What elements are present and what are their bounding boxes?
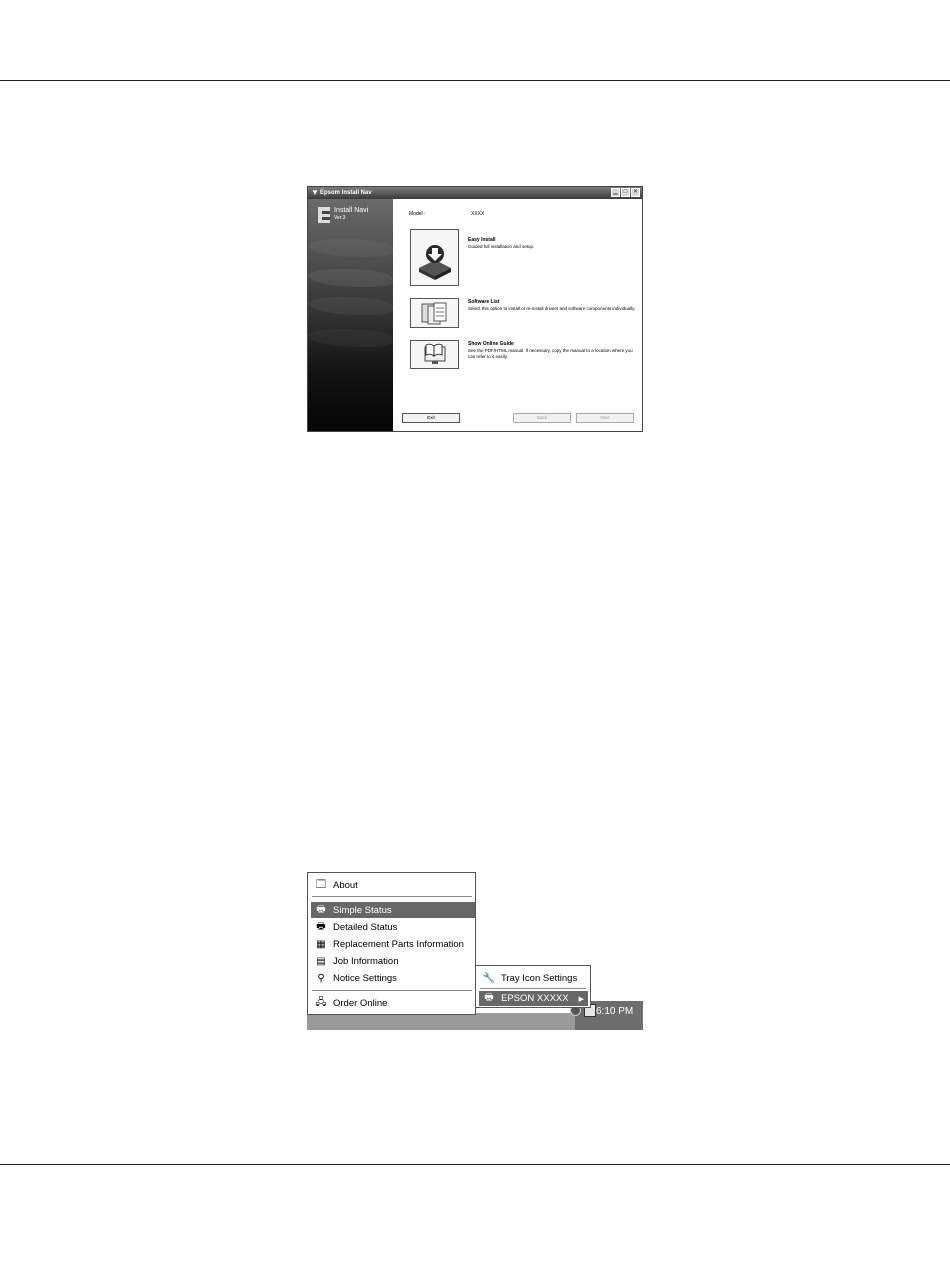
app-name: Install Navi	[334, 207, 369, 214]
menu-separator	[312, 990, 472, 991]
order-online-icon: 🖧	[315, 996, 327, 1008]
easy-install-button[interactable]	[410, 229, 459, 286]
menu-separator	[312, 896, 472, 897]
printer-icon: 🖶	[484, 992, 494, 1003]
menu-separator	[480, 988, 586, 989]
bottom-rule	[0, 1164, 950, 1165]
notice-settings-icon: ⚲	[317, 972, 325, 984]
download-drive-icon	[411, 230, 458, 285]
tray-clock: 6:10 PM	[596, 1006, 634, 1017]
back-button[interactable]: Back	[513, 413, 571, 423]
tray-menu-screenshot	[307, 872, 643, 1030]
epson-logo-icon	[318, 207, 330, 223]
about-icon: 🗔	[315, 878, 327, 890]
menu-item-job-information[interactable]	[311, 953, 475, 969]
wrench-icon: 🔧	[482, 973, 496, 984]
simple-status-icon: 🖶	[316, 903, 326, 915]
content-pane	[393, 199, 642, 431]
job-information-icon: ▤	[316, 955, 326, 967]
top-rule	[0, 80, 950, 81]
menu-item-label: Job Information	[333, 955, 399, 967]
model-value: XXXX	[471, 211, 485, 217]
detailed-status-icon: 🖶	[316, 920, 326, 932]
menu-item-label: Simple Status	[333, 904, 392, 916]
menu-item-label: Replacement Parts Information	[333, 938, 464, 950]
menu-item-notice-settings[interactable]	[311, 970, 475, 986]
submenu-arrow-icon: ▶	[578, 995, 584, 1003]
side-panel	[308, 199, 393, 432]
online-guide-button[interactable]	[410, 340, 459, 369]
software-list-button[interactable]	[410, 298, 459, 328]
menu-item-order-online[interactable]	[311, 995, 475, 1011]
next-button[interactable]: Next	[576, 413, 634, 423]
menu-item-detailed-status[interactable]	[311, 919, 475, 935]
menu-item-about[interactable]	[311, 877, 475, 893]
close-button[interactable]: ✕	[632, 189, 639, 195]
minimize-button[interactable]: ▁	[611, 188, 620, 197]
replacement-parts-icon: ▦	[316, 938, 326, 950]
menu-item-epson-printer[interactable]	[479, 991, 588, 1006]
menu-item-label: Notice Settings	[333, 972, 397, 984]
menu-item-label: Order Online	[333, 997, 388, 1009]
maximize-button[interactable]: □	[621, 188, 630, 197]
menu-item-label: EPSON XXXXX	[501, 993, 569, 1004]
menu-item-simple-status[interactable]	[311, 902, 475, 918]
window-title: Epsom Install Nav	[320, 190, 372, 196]
software-list-icon	[411, 299, 458, 327]
software-list-desc: Select this option to install or re-install drivers and software components individually.	[468, 306, 636, 311]
window-titlebar	[308, 187, 642, 199]
tray-submenu	[475, 965, 591, 1008]
menu-item-label: Tray Icon Settings	[501, 973, 578, 984]
easy-install-desc: Guided full installation and setup.	[468, 244, 535, 249]
menu-item-tray-icon-settings[interactable]	[479, 971, 588, 986]
model-label: Model :	[409, 211, 426, 217]
online-guide-desc: See the PDF/HTML manual. If necessary, copy the manual to a location where you can refer to it easily.	[468, 348, 633, 359]
app-version: Ver.3	[334, 215, 346, 221]
easy-install-title: Easy Install	[468, 237, 496, 243]
exit-button[interactable]: Exit	[402, 413, 460, 423]
menu-item-replacement-parts[interactable]	[311, 936, 475, 952]
online-guide-title: Show Online Guide	[468, 341, 514, 347]
software-list-title: Software List	[468, 299, 500, 305]
menu-item-label: About	[333, 879, 358, 891]
status-monitor-menu	[307, 872, 476, 1015]
install-navi-window	[307, 186, 643, 432]
online-guide-icon	[411, 341, 458, 368]
app-icon: ▼	[311, 188, 319, 197]
menu-item-label: Detailed Status	[333, 921, 398, 933]
